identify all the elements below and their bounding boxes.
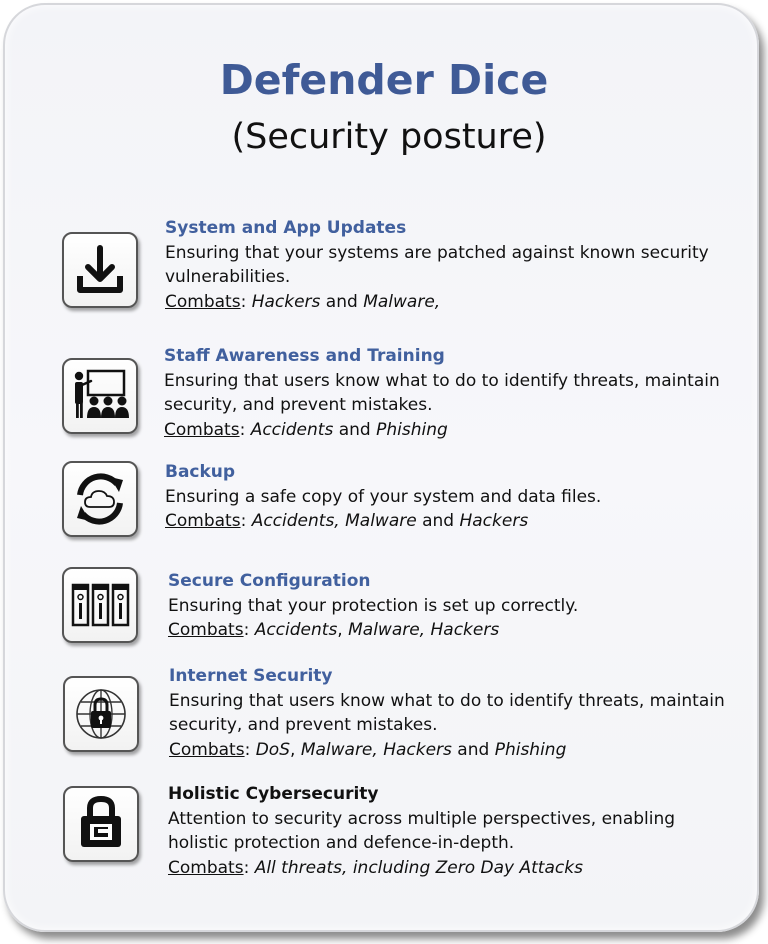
item-title: Staff Awareness and Training [164,346,445,366]
combats-label: Combats [168,620,244,640]
item-title: Holistic Cybersecurity [168,784,379,804]
item-internet-security [169,664,729,762]
download-icon [62,232,138,308]
item-title: Internet Security [169,666,333,686]
item-title: System and App Updates [165,218,407,238]
padlock-icon [63,786,139,862]
item-system-updates [165,216,725,314]
item-backup [165,460,725,534]
item-secure-configuration [168,569,728,643]
item-description: Ensuring that your systems are patched against known security vulnerabilities. [165,242,709,287]
item-title: Backup [165,462,236,482]
item-combats: Combats: Accidents, Malware, Hackers [168,620,500,640]
item-holistic-cybersecurity [168,782,728,880]
page-subtitle: (Security posture) [231,117,547,157]
globe-lock-icon [63,676,139,752]
combats-label: Combats [165,291,241,312]
combats-label: Combats [169,739,245,760]
item-combats: Combats: Hackers and Malware, [165,291,441,312]
combats-label: Combats [168,857,244,878]
combats-label: Combats [165,511,241,531]
server-rack-icon [62,567,138,643]
combats-label: Combats [164,419,240,440]
item-combats: Combats: Accidents, Malware and Hackers [165,511,529,531]
item-combats: Combats: DoS, Malware, Hackers and Phishing [169,739,567,760]
item-combats: Combats: Accidents and Phishing [164,419,448,440]
item-description: Ensuring that your protection is set up correctly. [168,595,579,616]
item-combats: Combats: All threats, including Zero Day Attacks [168,857,583,878]
item-description: Ensuring that users know what to do to identify threats, maintain security, and prevent mistakes. [169,690,725,735]
item-description: Attention to security across multiple perspectives, enabling holistic protection and defence-in-depth. [168,808,676,853]
cloud-sync-icon [62,461,138,537]
page-title: Defender Dice [219,56,549,104]
item-staff-awareness [164,344,724,442]
item-title: Secure Configuration [168,571,371,591]
training-icon [62,358,138,434]
item-description: Ensuring that users know what to do to identify threats, maintain security, and prevent mistakes. [164,370,720,415]
item-description: Ensuring a safe copy of your system and data files. [165,486,602,507]
